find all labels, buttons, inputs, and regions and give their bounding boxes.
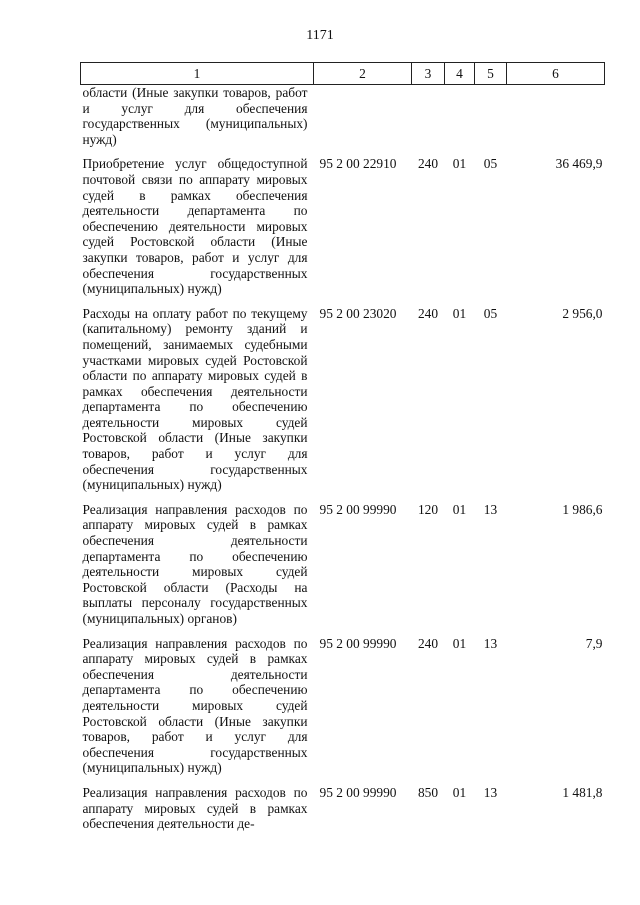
row-subsection: 05 (483, 156, 498, 172)
row-name: Реализация направления расходов по аппарату мировых судей в рамках обеспечения деятельности департамента по обеспечению деятельности мировых судей Ростовской области (Расходы на выплаты персоналу государственных (муниципальных) органов) (82, 501, 308, 626)
row-name: Расходы на оплату работ по текущему (капитальному) ремонту зданий и помещений, занимаемых судебными участками мировых судей Ростовской области по аппарату мировых судей в рамках обеспечения деятельности департамента по обеспечению деятельности мировых судей Ростовской области (Иные закупки товаров, работ и услуг для обеспечения государственных (муниципальных) нужд) (82, 305, 308, 493)
row-expense-type: 240 (417, 305, 439, 321)
header-col-3: 3 (412, 63, 445, 85)
row-amount: 7,9 (585, 635, 603, 651)
table-row (81, 627, 605, 776)
row-section: 01 (452, 305, 467, 321)
row-code: 95 2 00 22910 (319, 156, 397, 172)
row-section (445, 85, 475, 148)
row-code: 95 2 00 99990 (319, 501, 397, 517)
row-name: Реализация направления расходов по аппарату мировых судей в рамках обеспечения деятельности департамента по обеспечению деятельности мировых судей Ростовской области (Иные закупки товаров, работ и услуг для обеспечения государственных (муниципальных) нужд) (82, 635, 308, 776)
row-subsection (475, 85, 507, 148)
row-name: Приобретение услуг общедоступной почтовой связи по аппарату мировых судей в рамках обеспечения деятельности департамента по обеспечению деятельности мировых судей Ростовской области (Иные закупки товаров, работ и услуг для обеспечения государственных (муниципальных) нужд) (82, 156, 308, 297)
row-code: 95 2 00 23020 (319, 305, 397, 321)
row-expense-type: 240 (417, 635, 439, 651)
header-col-1: 1 (81, 63, 314, 85)
row-code: 95 2 00 99990 (319, 635, 397, 651)
header-col-2: 2 (314, 63, 412, 85)
row-subsection: 05 (483, 305, 498, 321)
header-col-6: 6 (507, 63, 605, 85)
row-name: Реализация направления расходов по аппарату мировых судей в рамках обеспечения деятельности де- (82, 784, 308, 832)
table-row (81, 493, 605, 627)
row-amount: 1 481,8 (562, 784, 603, 800)
header-col-5: 5 (475, 63, 507, 85)
table-row (81, 297, 605, 493)
row-subsection: 13 (483, 635, 498, 651)
row-expense-type: 850 (417, 784, 439, 800)
row-section: 01 (452, 501, 467, 517)
row-code: 95 2 00 99990 (319, 784, 397, 800)
row-expense-type: 120 (417, 501, 439, 517)
row-code (314, 85, 412, 148)
header-col-4: 4 (445, 63, 475, 85)
row-expense-type (412, 85, 445, 148)
row-section: 01 (452, 635, 467, 651)
row-amount (507, 85, 605, 148)
table-row (81, 85, 605, 148)
row-expense-type: 240 (417, 156, 439, 172)
row-amount: 1 986,6 (562, 501, 603, 517)
row-amount: 36 469,9 (555, 156, 603, 172)
row-name: области (Иные закупки товаров, работ и услуг для обеспечения государственных (муниципальных) нужд) (82, 85, 308, 147)
row-section: 01 (452, 156, 467, 172)
row-subsection: 13 (483, 501, 498, 517)
table-row (81, 147, 605, 296)
page-number: 1171 (306, 28, 334, 43)
budget-table-container (80, 62, 604, 832)
table-row (81, 776, 605, 832)
table-header-row (81, 63, 605, 85)
row-amount: 2 956,0 (562, 305, 603, 321)
row-subsection: 13 (483, 784, 498, 800)
budget-table (80, 62, 605, 832)
row-section: 01 (452, 784, 467, 800)
